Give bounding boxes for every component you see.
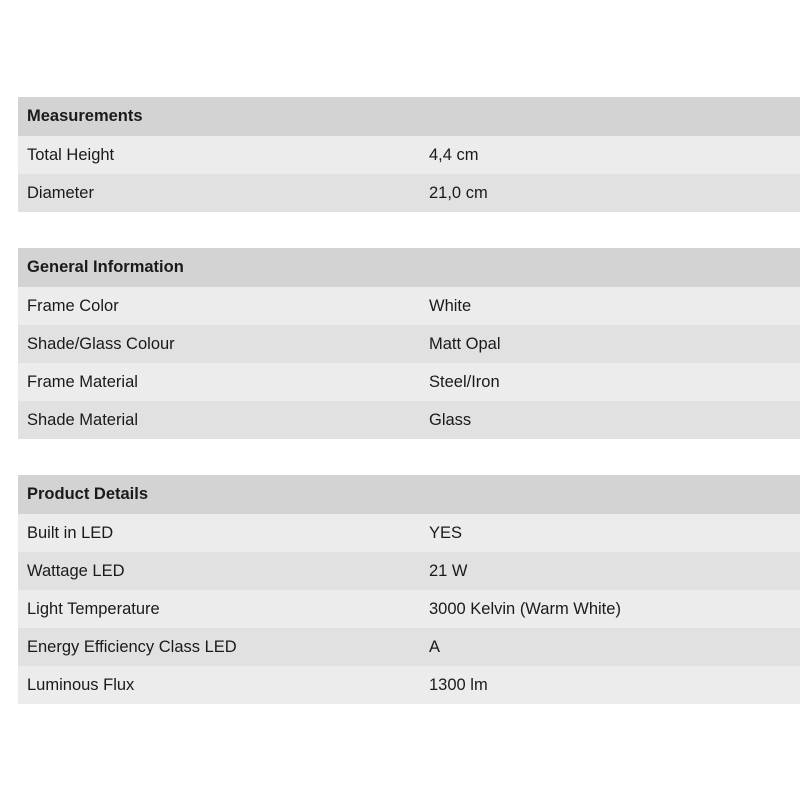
section-product-details <box>18 475 800 704</box>
section-title: General Information <box>18 248 800 287</box>
spec-value: Glass <box>429 410 472 429</box>
spec-row-shade-glass-colour <box>18 325 800 363</box>
spec-row-luminous-flux <box>18 666 800 704</box>
spec-value: A <box>429 637 441 656</box>
spec-value: 21,0 cm <box>429 183 488 202</box>
spec-row-total-height <box>18 136 800 174</box>
spec-label: Shade/Glass Colour <box>27 334 175 353</box>
spec-row-built-in-led <box>18 514 800 552</box>
spec-value: White <box>429 296 472 315</box>
spec-row-shade-material <box>18 401 800 439</box>
section-measurements <box>18 97 800 212</box>
spec-row-wattage-led <box>18 552 800 590</box>
spec-label: Frame Color <box>27 296 119 315</box>
spec-value: 4,4 cm <box>429 145 479 164</box>
spec-value: 3000 Kelvin (Warm White) <box>429 599 621 618</box>
spec-label: Luminous Flux <box>27 675 135 694</box>
spec-sheet <box>18 97 800 740</box>
spec-label: Frame Material <box>27 372 138 391</box>
spec-value: 21 W <box>429 561 468 580</box>
spec-label: Wattage LED <box>27 561 125 580</box>
section-title: Product Details <box>18 475 800 514</box>
spec-row-light-temperature <box>18 590 800 628</box>
spec-value: Matt Opal <box>429 334 501 353</box>
spec-row-frame-material <box>18 363 800 401</box>
section-general-information <box>18 248 800 439</box>
spec-row-diameter <box>18 174 800 212</box>
spec-value: 1300 lm <box>429 675 488 694</box>
spec-label: Shade Material <box>27 410 138 429</box>
spec-row-frame-color <box>18 287 800 325</box>
section-title: Measurements <box>18 97 800 136</box>
spec-label: Diameter <box>27 183 94 202</box>
spec-label: Total Height <box>27 145 115 164</box>
spec-label: Built in LED <box>27 523 114 542</box>
spec-label: Energy Efficiency Class LED <box>27 637 237 656</box>
spec-value: Steel/Iron <box>429 372 500 391</box>
spec-value: YES <box>429 523 463 542</box>
spec-row-energy-efficiency-class <box>18 628 800 666</box>
spec-label: Light Temperature <box>27 599 160 618</box>
